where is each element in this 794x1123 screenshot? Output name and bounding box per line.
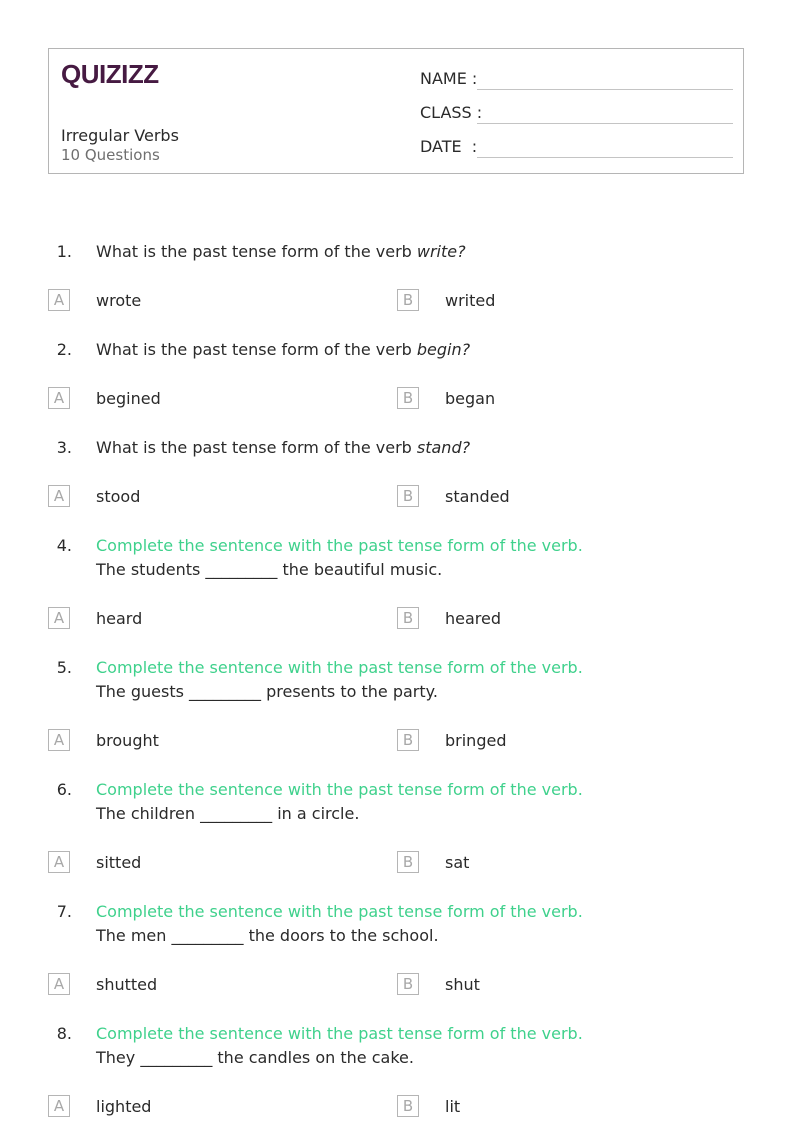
option-a-box: A: [48, 387, 70, 409]
question-text: What is the past tense form of the verb begin?: [96, 340, 471, 359]
worksheet-title: Irregular Verbs: [61, 126, 179, 145]
worksheet-header: [48, 48, 744, 174]
option-b-text: heared: [445, 609, 502, 628]
option-b-box: B: [397, 607, 419, 629]
option-a-box: A: [48, 729, 70, 751]
option-b-box: B: [397, 485, 419, 507]
option-a-text: sitted: [96, 853, 142, 872]
question-instruction: Complete the sentence with the past tense form of the verb.: [96, 658, 583, 677]
option-a-text: lighted: [96, 1097, 152, 1116]
option-b-box: B: [397, 387, 419, 409]
option-a-text: begined: [96, 389, 161, 408]
option-a-box: A: [48, 485, 70, 507]
option-a-box: A: [48, 973, 70, 995]
option-b-box: B: [397, 289, 419, 311]
option-b-box: B: [397, 1095, 419, 1117]
option-a-text: brought: [96, 731, 159, 750]
option-b-text: shut: [445, 975, 480, 994]
date-line: [477, 157, 733, 158]
date-label: DATE :: [420, 137, 478, 156]
option-b-box: B: [397, 973, 419, 995]
name-line: [477, 89, 733, 90]
option-a-text: wrote: [96, 291, 142, 310]
option-b-text: standed: [445, 487, 510, 506]
question-text: What is the past tense form of the verb stand?: [96, 438, 471, 457]
class-line: [477, 123, 733, 124]
question-count: 10 Questions: [61, 146, 160, 164]
option-a-text: heard: [96, 609, 143, 628]
option-b-text: began: [445, 389, 496, 408]
question-sentence: The men _________ the doors to the school.: [96, 926, 439, 945]
option-b-text: bringed: [445, 731, 507, 750]
question-number: 8.: [56, 1024, 72, 1043]
option-a-box: A: [48, 607, 70, 629]
question-instruction: Complete the sentence with the past tense form of the verb.: [96, 536, 583, 555]
question-sentence: The children _________ in a circle.: [96, 804, 360, 823]
option-b-text: sat: [445, 853, 470, 872]
option-b-box: B: [397, 729, 419, 751]
question-instruction: Complete the sentence with the past tense form of the verb.: [96, 902, 583, 921]
option-b-text: lit: [445, 1097, 461, 1116]
option-b-text: writed: [445, 291, 496, 310]
option-a-box: A: [48, 289, 70, 311]
option-a-box: A: [48, 851, 70, 873]
question-number: 4.: [56, 536, 72, 555]
quizizz-logo: QUIZIZZ: [61, 59, 159, 89]
question-text: What is the past tense form of the verb write?: [96, 242, 466, 261]
question-instruction: Complete the sentence with the past tense form of the verb.: [96, 780, 583, 799]
question-number: 5.: [56, 658, 72, 677]
class-label: CLASS :: [420, 103, 483, 122]
name-label: NAME :: [420, 69, 478, 88]
question-number: 6.: [56, 780, 72, 799]
option-a-box: A: [48, 1095, 70, 1117]
question-number: 1.: [56, 242, 72, 261]
question-sentence: They _________ the candles on the cake.: [96, 1048, 414, 1067]
question-number: 7.: [56, 902, 72, 921]
question-sentence: The guests _________ presents to the party.: [96, 682, 438, 701]
option-a-text: stood: [96, 487, 141, 506]
option-a-text: shutted: [96, 975, 158, 994]
question-sentence: The students _________ the beautiful music.: [96, 560, 443, 579]
question-instruction: Complete the sentence with the past tense form of the verb.: [96, 1024, 583, 1043]
question-number: 2.: [56, 340, 72, 359]
question-number: 3.: [56, 438, 72, 457]
option-b-box: B: [397, 851, 419, 873]
